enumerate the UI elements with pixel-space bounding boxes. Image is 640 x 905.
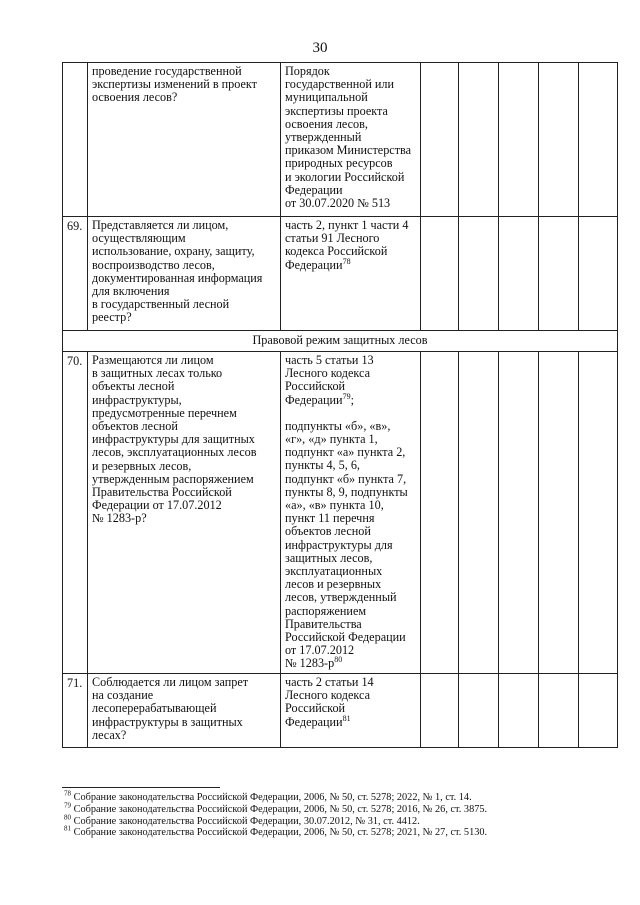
table-row (63, 352, 618, 674)
empty-cell (421, 352, 459, 674)
reference-cell (281, 217, 421, 331)
empty-cell (579, 674, 618, 748)
question-cell (88, 63, 281, 217)
empty-cell (459, 217, 499, 331)
footnote-mark: 79 (64, 801, 71, 810)
footnote (64, 801, 624, 816)
question-cell (88, 217, 281, 331)
empty-cell (539, 217, 579, 331)
empty-cell (579, 63, 618, 217)
row-number (63, 63, 88, 217)
question-text: Представляется ли лицом, осуществляющим использование, охрану, защиту, воспроизводство лесов, документированная информация для включения в государственный лесной реестр? (92, 218, 263, 325)
empty-cell (539, 63, 579, 217)
footnote-marker: 79 (342, 391, 351, 401)
empty-cell (459, 352, 499, 674)
table-row (63, 63, 618, 217)
empty-cell (499, 217, 539, 331)
empty-cell (579, 352, 618, 674)
empty-cell (421, 674, 459, 748)
empty-cell (539, 352, 579, 674)
footnote-separator (62, 787, 220, 788)
table-row (63, 217, 618, 331)
question-cell (88, 674, 281, 748)
footnote-text: Собрание законодательства Российской Федерации, 30.07.2012, № 31, ст. 4412. (73, 815, 420, 827)
empty-cell (499, 63, 539, 217)
footnote-marker: 78 (342, 256, 351, 266)
empty-cell (421, 63, 459, 217)
reference-text: подпункты «б», «в», «г», «д» пункта 1, подпункт «а» пункта 2, пункты 4, 5, 6, подпункт «б» пункта 7, пункты 8, 9, подпункты «а», «в» пункта 10, пункт 11 перечня объектов лесной инфраструктуры для защитных лесов, эксплуатационных лесов и резервных лесов, утвержденный распоряжением Правительства Российской Федерации от 17.07.2012 № 1283-р (285, 418, 408, 671)
question-cell (88, 352, 281, 674)
footnotes (64, 789, 624, 839)
page-number: 30 (312, 40, 328, 56)
row-number: 70. (63, 352, 88, 674)
footnote-marker: 81 (342, 713, 351, 723)
reference-cell (281, 674, 421, 748)
empty-cell (499, 352, 539, 674)
question-text: Размещаются ли лицом в защитных лесах только объекты лесной инфраструктуры, предусмотренные перечнем объектов лесной инфраструктуры для защитных лесов, эксплуатационных лесов и резервных лесов, утвержденным распоряжением Правительства Российской Федерации от 17.07.2012 № 1283-р? (92, 353, 257, 526)
empty-cell (579, 217, 618, 331)
empty-cell (459, 63, 499, 217)
footnote-mark: 78 (64, 789, 71, 798)
footnote (64, 824, 624, 839)
row-number: 69. (63, 217, 88, 331)
footnote-text: Собрание законодательства Российской Федерации, 2006, № 50, ст. 5278; 2016, № 26, ст. 3875. (73, 803, 488, 815)
checklist-table (62, 62, 618, 748)
reference-text: часть 5 статьи 13 Лесного кодекса Российской Федерации (285, 353, 374, 407)
footnote-text: Собрание законодательства Российской Федерации, 2006, № 50, ст. 5278; 2021, № 27, ст. 5130. (73, 827, 488, 839)
reference-text: Порядок государственной или муниципальной экспертизы проекта освоения лесов, утвержденный приказом Министерства природных ресурсов и экологии Российской Федерации от 30.07.2020 № 513 (285, 64, 412, 211)
row-number: 71. (63, 674, 88, 748)
question-text: Соблюдается ли лицом запрет на создание лесоперерабатывающей инфраструктуры в защитных лесах? (92, 675, 249, 742)
footnote-marker: 80 (334, 655, 343, 665)
empty-cell (499, 674, 539, 748)
empty-cell (421, 217, 459, 331)
reference-cell (281, 352, 421, 674)
question-text: проведение государственной экспертизы изменений в проект освоения лесов? (92, 64, 258, 105)
table-row (63, 674, 618, 748)
empty-cell (459, 674, 499, 748)
reference-cell (281, 63, 421, 217)
footnote (64, 813, 624, 828)
section-row (63, 331, 618, 352)
reference-semicolon: ; (350, 392, 354, 407)
footnote (64, 789, 624, 804)
section-title: Правовой режим защитных лесов (63, 331, 618, 352)
footnote-mark: 81 (64, 824, 71, 833)
footnote-text: Собрание законодательства Российской Федерации, 2006, № 50, ст. 5278; 2022, № 1, ст. 14. (73, 792, 472, 803)
reference-text: часть 2, пункт 1 части 4 статьи 91 Лесного кодекса Российской Федерации (285, 218, 409, 272)
footnote-mark: 80 (64, 813, 71, 822)
reference-text: часть 2 статьи 14 Лесного кодекса Российской Федерации (285, 675, 374, 729)
empty-cell (539, 674, 579, 748)
